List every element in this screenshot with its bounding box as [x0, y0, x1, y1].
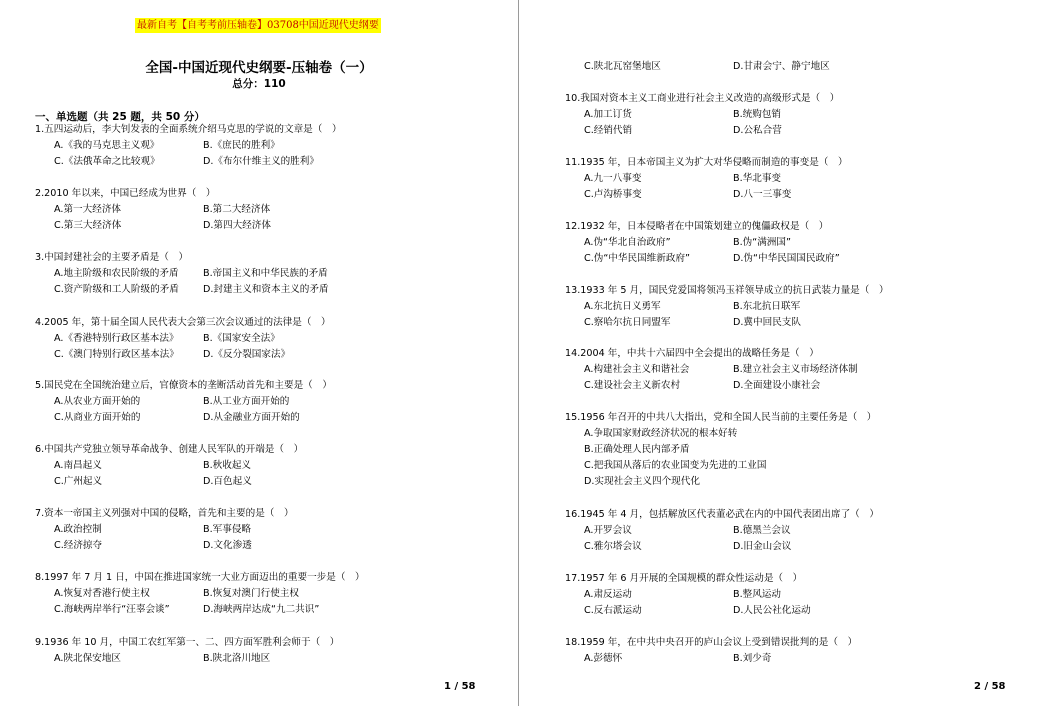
question-17	[565, 571, 811, 619]
option-d: D.人民公社化运动	[733, 605, 811, 616]
question-stem: 14.2004 年，中共十六届四中全会提出的战略任务是（ ）	[565, 348, 819, 359]
option-d: D.百色起义	[203, 476, 252, 487]
option-c: C.海峡两岸举行“汪辜会谈”	[54, 604, 170, 615]
question-stem: 4.2005 年，第十届全国人民代表大会第三次会议通过的法律是（ ）	[35, 317, 331, 328]
option-d: D.甘肃会宁、静宁地区	[733, 61, 830, 72]
total-score: 总分：110	[232, 78, 286, 90]
option-c: C.《法俄革命之比较观》	[54, 156, 160, 167]
page-1	[0, 0, 518, 706]
question-stem: 17.1957 年 6 月开展的全国规模的群众性运动是（ ）	[565, 573, 803, 584]
option-a: A.地主阶级和农民阶级的矛盾	[54, 268, 179, 279]
option-b: B.陕北洛川地区	[203, 653, 271, 664]
question-10	[565, 91, 839, 139]
question-stem: 1.五四运动后，李大钊发表的全面系统介绍马克思的学说的文章是（ ）	[35, 124, 342, 135]
option-a: A.《我的马克思主义观》	[54, 140, 160, 151]
question-5	[35, 378, 332, 426]
option-c: C.《澳门特别行政区基本法》	[54, 349, 179, 360]
question-18	[565, 635, 857, 667]
option-a: A.东北抗日义勇军	[584, 301, 661, 312]
option-c: C.广州起义	[54, 476, 103, 487]
option-b: B.军事侵略	[203, 524, 252, 535]
question-11	[565, 155, 848, 203]
page-number: 2 / 58	[974, 681, 1006, 692]
question-15	[565, 410, 876, 490]
option-c: C.反右派运动	[584, 605, 642, 616]
question-16	[565, 507, 879, 555]
option-c: C.把我国从落后的农业国变为先进的工业国	[584, 460, 767, 471]
option-a: A.从农业方面开始的	[54, 396, 141, 407]
option-d: D.海峡两岸达成“九二共识”	[203, 604, 320, 615]
option-b: B.建立社会主义市场经济体制	[733, 364, 858, 375]
option-b: B.秋收起义	[203, 460, 252, 471]
question-stem: 5.国民党在全国统治建立后，官僚资本的垄断活动首先和主要是（ ）	[35, 380, 332, 391]
section-heading: 一、单选题（共 25 题，共 50 分）	[35, 111, 205, 123]
question-stem: 10.我国对资本主义工商业进行社会主义改造的高级形式是（ ）	[565, 93, 840, 104]
question-6	[35, 442, 303, 490]
question-stem: 7.资本一帝国主义列强对中国的侵略，首先和主要的是（ ）	[35, 508, 294, 519]
question-stem: 2.2010 年以来，中国已经成为世界（ ）	[35, 188, 216, 199]
option-c: C.伪“中华民国维新政府”	[584, 253, 691, 264]
option-b: B.德黑兰会议	[733, 525, 791, 536]
option-b: B.正确处理人民内部矛盾	[584, 444, 690, 455]
option-c: C.卢沟桥事变	[584, 189, 642, 200]
option-a: A.陕北保安地区	[54, 653, 122, 664]
option-c: C.察哈尔抗日同盟军	[584, 317, 671, 328]
question-stem: 15.1956 年召开的中共八大指出，党和全国人民当前的主要任务是（ ）	[565, 412, 877, 423]
question-3	[35, 250, 329, 298]
page-2	[519, 0, 1037, 706]
document-title: 全国-中国近现代史纲要-压轴卷（一）	[145, 60, 373, 76]
option-d: D.《布尔什维主义的胜利》	[203, 156, 319, 167]
question-stem: 6.中国共产党独立领导革命战争、创建人民军队的开端是（ ）	[35, 444, 304, 455]
option-d: D.旧金山会议	[733, 541, 792, 552]
option-b: B.《庶民的胜利》	[203, 140, 280, 151]
option-a: A.肃反运动	[584, 589, 632, 600]
option-a: A.开罗会议	[584, 525, 632, 536]
option-a: A.伪“华北自治政府”	[584, 237, 671, 248]
option-c: C.雅尔塔会议	[584, 541, 642, 552]
question-7	[35, 506, 294, 554]
option-b: B.《国家安全法》	[203, 333, 280, 344]
option-a: A.加工订货	[584, 109, 632, 120]
option-b: B.东北抗日联军	[733, 301, 801, 312]
option-d: D.八一三事变	[733, 189, 792, 200]
option-b: B.整风运动	[733, 589, 782, 600]
question-13	[565, 283, 889, 331]
option-a: A.恢复对香港行使主权	[54, 588, 150, 599]
option-a: A.第一大经济体	[54, 204, 122, 215]
option-a: A.九一八事变	[584, 173, 642, 184]
option-d: D.公私合营	[733, 125, 782, 136]
option-d: D.第四大经济体	[203, 220, 271, 231]
option-b: B.统购包销	[733, 109, 782, 120]
question-stem: 11.1935 年，日本帝国主义为扩大对华侵略而制造的事变是（ ）	[565, 157, 848, 168]
question-stem: 16.1945 年 4 月，包括解放区代表董必武在内的中国代表团出席了（ ）	[565, 509, 879, 520]
question-stem: 18.1959 年，在中共中央召开的庐山会议上受到错误批判的是（ ）	[565, 637, 858, 648]
page-number: 1 / 58	[444, 681, 476, 692]
question-stem: 9.1936 年 10 月，中国工农红军第一、二、四方面军胜利会师于（ ）	[35, 637, 340, 648]
question-stem: 3.中国封建社会的主要矛盾是（ ）	[35, 252, 189, 263]
option-a: A.争取国家财政经济状况的根本好转	[584, 428, 738, 439]
question-2	[35, 186, 271, 234]
option-c: C.陕北瓦窑堡地区	[584, 61, 661, 72]
option-c: C.经济掠夺	[54, 540, 103, 551]
option-d: D.全面建设小康社会	[733, 380, 821, 391]
option-d: D.从金融业方面开始的	[203, 412, 300, 423]
option-c: C.资产阶级和工人阶级的矛盾	[54, 284, 179, 295]
option-b: B.华北事变	[733, 173, 782, 184]
option-c: C.第三大经济体	[54, 220, 122, 231]
question-stem: 12.1932 年，日本侵略者在中国策划建立的傀儡政权是（ ）	[565, 221, 829, 232]
question-14	[565, 346, 858, 394]
option-a: A.政治控制	[54, 524, 102, 535]
header-banner: 最新自考【自考考前压轴卷】03708中国近现代史纲要	[137, 20, 379, 31]
option-a: A.南昌起义	[54, 460, 102, 471]
question-4	[35, 315, 331, 363]
option-d: D.《反分裂国家法》	[203, 349, 291, 360]
option-a: A.彭德怀	[584, 653, 623, 664]
option-b: B.恢复对澳门行使主权	[203, 588, 299, 599]
option-a: A.构建社会主义和谐社会	[584, 364, 690, 375]
question-stem: 8.1997 年 7 月 1 日，中国在推进国家统一大业方面迈出的重要一步是（ ）	[35, 572, 365, 583]
option-b: B.帝国主义和中华民族的矛盾	[203, 268, 328, 279]
option-d: D.伪“中华民国国民政府”	[733, 253, 840, 264]
question-9	[35, 635, 339, 667]
option-a: A.《香港特别行政区基本法》	[54, 333, 179, 344]
option-b: B.刘少奇	[733, 653, 772, 664]
option-b: B.从工业方面开始的	[203, 396, 290, 407]
option-b: B.伪“满洲国”	[733, 237, 791, 248]
question-9-continued	[565, 59, 830, 75]
question-stem: 13.1933 年 5 月，国民党爱国将领冯玉祥领导成立的抗日武装力量是（ ）	[565, 285, 889, 296]
option-d: D.文化渗透	[203, 540, 252, 551]
option-d: D.封建主义和资本主义的矛盾	[203, 284, 329, 295]
option-d: D.实现社会主义四个现代化	[584, 476, 700, 487]
option-c: C.经销代销	[584, 125, 633, 136]
question-1	[35, 122, 342, 170]
option-c: C.建设社会主义新农村	[584, 380, 681, 391]
option-b: B.第二大经济体	[203, 204, 271, 215]
question-12	[565, 219, 840, 267]
question-8	[35, 570, 365, 618]
option-d: D.冀中回民支队	[733, 317, 801, 328]
option-c: C.从商业方面开始的	[54, 412, 141, 423]
